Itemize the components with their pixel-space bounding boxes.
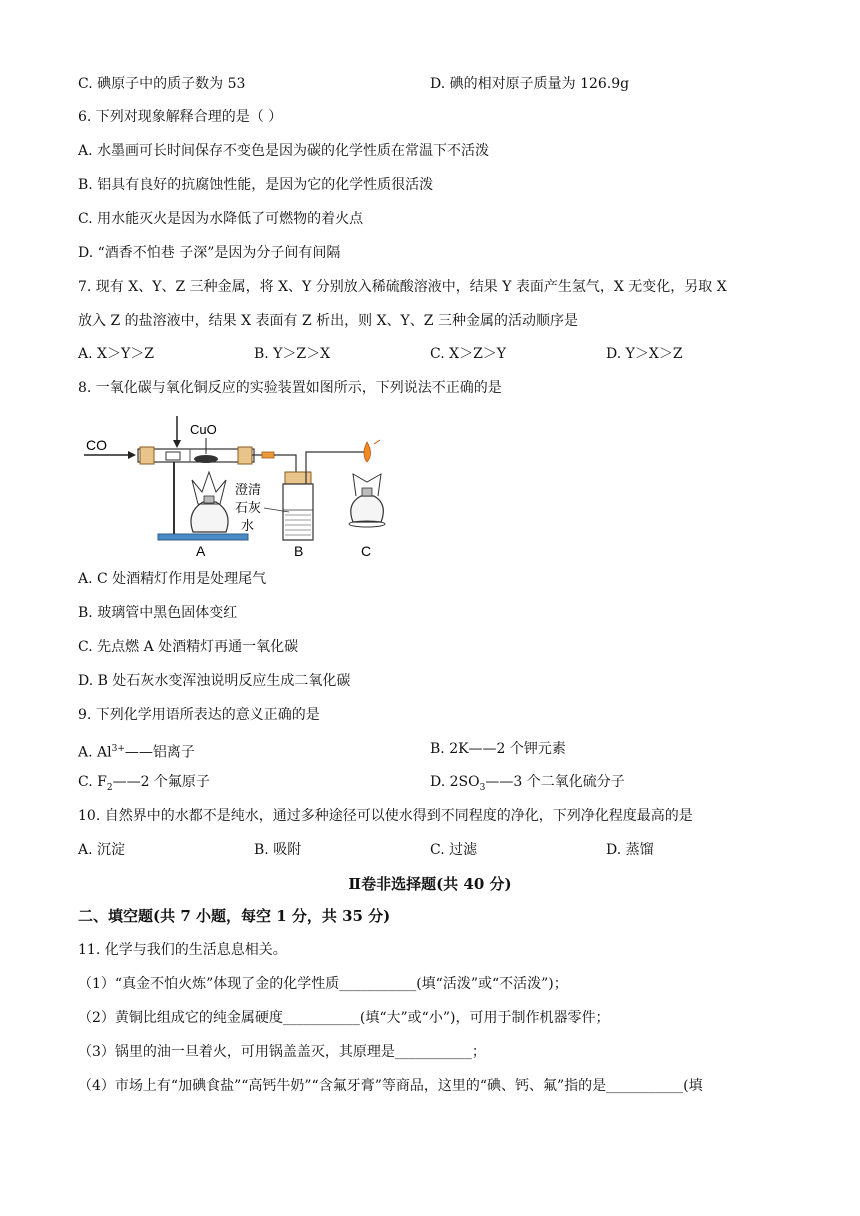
- down-arrow-head: [173, 440, 181, 448]
- outlet-tube: [306, 452, 366, 484]
- q7-option-b: B. Y＞Z＞X: [254, 346, 331, 362]
- limewater-label-2: 石灰: [235, 501, 262, 516]
- q9-option-c: [78, 773, 210, 797]
- q8-option-b: B. 玻璃管中黑色固体变红: [78, 605, 238, 621]
- q6-option-c: C. 用水能灭火是因为水降低了可燃物的着火点: [78, 211, 364, 227]
- q6-option-a: A. 水墨画可长时间保存不变色是因为碳的化学性质在常温下不活泼: [78, 143, 490, 159]
- q10-stem: 10. 自然界中的水都不是纯水，通过多种途径可以使水得到不同程度的净化，下列净化程度最高的是: [78, 808, 693, 824]
- q10-option-d: D. 蒸馏: [606, 842, 654, 858]
- rubber-hose: [262, 452, 274, 458]
- bottle-b: [283, 472, 313, 540]
- flame-icon: [364, 442, 371, 462]
- q8-stem: 8. 一氧化碳与氧化铜反应的实验装置如图所示，下列说法不正确的是: [78, 380, 502, 396]
- q7-option-c: C. X＞Z＞Y: [430, 346, 507, 362]
- q5-option-d: D. 碘的相对原子质量为 126.9g: [430, 76, 630, 92]
- q6-option-b: B. 铝具有良好的抗腐蚀性能，是因为它的化学性质很活泼: [78, 177, 434, 193]
- q9-stem: 9. 下列化学用语所表达的意义正确的是: [78, 707, 320, 723]
- alcohol-lamp-c: [349, 474, 385, 527]
- q8-option-d: D. B 处石灰水变浑浊说明反应生成二氧化碳: [78, 673, 351, 689]
- q9-c-meaning: ——2 个氟原子: [112, 774, 210, 790]
- q7-stem-line2: 放入 Z 的盐溶液中，结果 X 表面有 Z 析出，则 X、Y、Z 三种金属的活动顺序是: [78, 313, 578, 329]
- section2-title: 二、填空题(共 7 小题，每空 1 分，共 35 分): [78, 907, 391, 925]
- q9-a-charge: 3+: [111, 744, 125, 754]
- q6-stem: 6. 下列对现象解释合理的是（ ）: [78, 109, 283, 125]
- label-b: B: [294, 543, 304, 559]
- co-arrow-head: [128, 451, 136, 459]
- cuo-powder: [194, 455, 218, 463]
- q9-d-meaning: ——3 个二氧化硫分子: [485, 774, 625, 790]
- q7-stem-line1: 7. 现有 X、Y、Z 三种金属，将 X、Y 分别放入稀硫酸溶液中，结果 Y 表面产生氢气，X 无变化，另取 X: [78, 279, 727, 295]
- q9-c-symbol: C. F: [78, 774, 107, 790]
- q10-option-b: B. 吸附: [254, 842, 302, 858]
- q6-option-d: D. “酒香不怕巷 子深”是因为分子间有间隔: [78, 245, 341, 261]
- q5-option-c: C. 碘原子中的质子数为 53: [78, 76, 246, 92]
- q11-part4: （4）市场上有“加碘食盐”“高钙牛奶”“含氟牙膏”等商品，这里的“碘、钙、氟”指的是___________(填: [78, 1078, 703, 1094]
- q7-option-d: D. Y＞X＞Z: [606, 346, 683, 362]
- q9-d-subscript: 3: [479, 782, 486, 793]
- q11-part2: （2）黄铜比组成它的纯金属硬度___________(填“大”或“小”)，可用于制作机器零件；: [78, 1010, 610, 1026]
- q10-option-a: A. 沉淀: [78, 842, 126, 858]
- q9-c-subscript: 2: [106, 782, 113, 793]
- label-c: C: [361, 543, 372, 559]
- q11-part1: （1）“真金不怕火炼”体现了金的化学性质___________(填“活泼”或“不活泼”)；: [78, 976, 568, 992]
- q11-stem: 11. 化学与我们的生活息息相关。: [78, 942, 287, 958]
- q10-option-c: C. 过滤: [430, 842, 478, 858]
- cuo-label: CuO: [190, 422, 217, 437]
- limewater-label-3: 水: [241, 519, 255, 534]
- flame-spark: [374, 440, 380, 444]
- co-cuo-apparatus-figure: [78, 412, 398, 562]
- q8-option-a: A. C 处酒精灯作用是处理尾气: [78, 571, 267, 587]
- q7-option-a: A. X＞Y＞Z: [78, 346, 154, 362]
- label-a: A: [196, 543, 206, 559]
- glass-tube: [138, 447, 254, 464]
- q8-option-c: C. 先点燃 A 处酒精灯再通一氧化碳: [78, 639, 299, 655]
- q9-option-b: B. 2K——2 个钾元素: [430, 741, 566, 757]
- alcohol-lamp-a: [191, 472, 228, 532]
- limewater-label-1: 澄清: [235, 483, 262, 498]
- co-label: CO: [86, 437, 107, 453]
- q11-part3: （3）锅里的油一旦着火，可用锅盖盖灭，其原理是___________；: [78, 1044, 486, 1060]
- part2-title: Ⅱ卷非选择题(共 40 分): [348, 875, 512, 893]
- q9-a-symbol: A. Al: [78, 744, 112, 761]
- q9-d-symbol: D. 2SO: [430, 774, 480, 790]
- q9-option-a: [78, 740, 195, 762]
- q9-option-d: [430, 773, 625, 797]
- q9-a-meaning: ——铝离子: [124, 744, 195, 761]
